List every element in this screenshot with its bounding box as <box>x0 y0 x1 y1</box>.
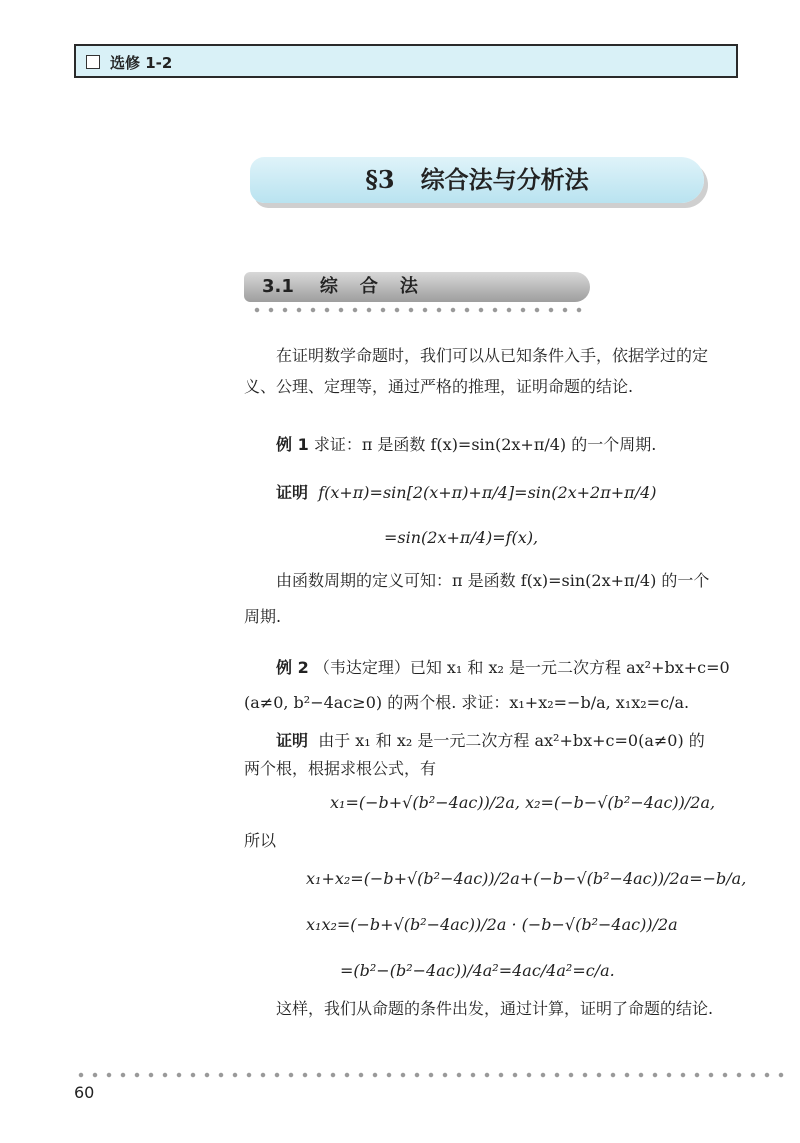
subsection-tab <box>244 272 590 302</box>
example1-conclusion-line-1: 由函数周期的定义可知：π 是函数 f(x)=sin(2x+π/4) 的一个 <box>276 571 710 590</box>
page-number: 60 <box>74 1083 95 1102</box>
example2-so: 所以 <box>244 831 277 850</box>
example2-sum-formula: x₁+x₂=(−b+√(b²−4ac))/2a+(−b−√(b²−4ac))/2a=−b/a, <box>306 869 747 888</box>
subsection-title: 综合法 <box>319 276 440 297</box>
example1-label: 例 1 <box>276 435 309 454</box>
example2-statement-line-1 <box>276 657 730 679</box>
dotted-divider <box>250 307 590 313</box>
section-title: 综合法与分析法 <box>420 165 589 194</box>
example1-conclusion-line-2: 周期. <box>244 607 282 626</box>
example2-product-line-2: =(b²−(b²−4ac))/4a²=4ac/4a²=c/a. <box>340 961 615 980</box>
footer-dotted-divider <box>74 1072 792 1078</box>
example1-proof-line-2: =sin(2x+π/4)=f(x), <box>384 528 539 547</box>
subsection-number: 3.1 <box>262 276 294 297</box>
example2-proof-line-2: 两个根，根据求根公式，有 <box>244 759 437 778</box>
square-icon <box>86 55 100 69</box>
example2-proof-label: 证明 <box>276 731 309 750</box>
intro-line-2: 义、公理、定理等，通过严格的推理，证明命题的结论. <box>244 377 634 396</box>
section-symbol: §3 <box>365 165 395 194</box>
example2-statement-line-2: (a≠0, b²−4ac≥0) 的两个根. 求证：x₁+x₂=−b/a, x₁x₂=c/a. <box>244 693 690 712</box>
example1-proof-eq1: f(x+π)=sin[2(x+π)+π/4]=sin(2x+2π+π/4) <box>318 483 657 502</box>
example2-proof-line-1 <box>276 730 705 752</box>
example2-proof-text-1: 由于 x₁ 和 x₂ 是一元二次方程 ax²+bx+c=0(a≠0) 的 <box>318 731 705 750</box>
header-label: 选修 1-2 <box>110 54 173 72</box>
example2-label: 例 2 <box>276 658 309 677</box>
example1-proof-line-1 <box>276 482 656 504</box>
example1-statement-line <box>276 434 656 456</box>
example1-proof-label: 证明 <box>276 483 309 502</box>
example2-roots-formula: x₁=(−b+√(b²−4ac))/2a, x₂=(−b−√(b²−4ac))/2a, <box>330 793 716 812</box>
intro-line-1: 在证明数学命题时，我们可以从已知条件入手，依据学过的定 <box>276 346 709 365</box>
example2-statement-1: （韦达定理）已知 x₁ 和 x₂ 是一元二次方程 ax²+bx+c=0 <box>313 658 730 677</box>
example2-product-line-1: x₁x₂=(−b+√(b²−4ac))/2a · (−b−√(b²−4ac))/2a <box>306 915 678 934</box>
section-banner <box>250 157 704 203</box>
header-bar <box>74 44 738 78</box>
example2-closing: 这样，我们从命题的条件出发，通过计算，证明了命题的结论. <box>276 999 714 1018</box>
example1-statement: 求证：π 是函数 f(x)=sin(2x+π/4) 的一个周期. <box>313 435 657 454</box>
